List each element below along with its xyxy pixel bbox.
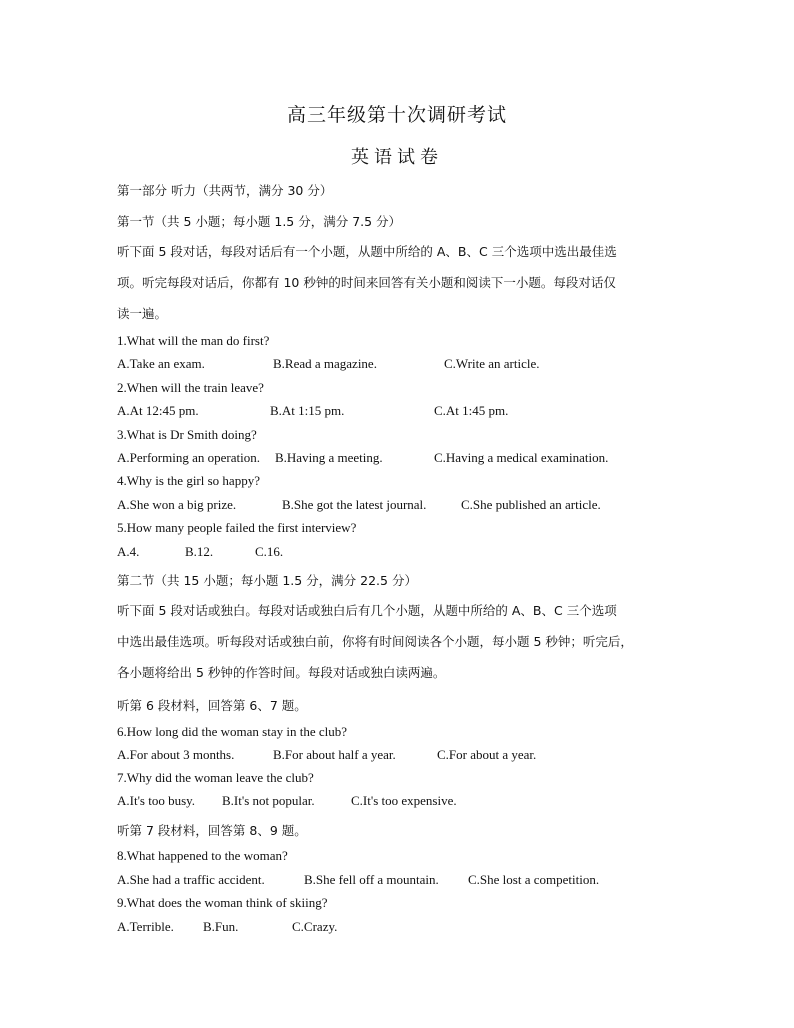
q3-option-c: C.Having a medical examination.: [434, 450, 609, 465]
section1-heading: 第一节（共 5 小题；每小题 1.5 分，满分 7.5 分）: [117, 214, 402, 229]
q8-option-b: B.She fell off a mountain.: [304, 872, 439, 887]
exam-title: 高三年级第十次调研考试: [286, 104, 507, 126]
q4-option-a: A.She won a big prize.: [117, 497, 237, 512]
instruction-line: 读一遍。: [117, 306, 168, 321]
q9-option-c: C.Crazy.: [292, 919, 338, 934]
material-7-heading: 听第 7 段材料，回答第 8、9 题。: [117, 823, 307, 838]
q8-option-a: A.She had a traffic accident.: [117, 872, 265, 887]
q6-option-b: B.For about half a year.: [273, 747, 396, 762]
q3-option-a: A.Performing an operation.: [117, 450, 260, 465]
q2-option-b: B.At 1:15 pm.: [270, 403, 345, 418]
q4-option-c: C.She published an article.: [461, 497, 601, 512]
part1-heading: 第一部分 听力（共两节，满分 30 分）: [117, 183, 333, 198]
q7-option-c: C.It's too expensive.: [351, 793, 457, 808]
q7-option-a: A.It's too busy.: [117, 793, 196, 808]
instruction-line: 各小题将给出 5 秒钟的作答时间。每段对话或独白读两遍。: [117, 665, 446, 680]
section2-instructions: [117, 595, 677, 688]
question-4: 4.Why is the girl so happy?: [117, 473, 260, 488]
question-1: 1.What will the man do first?: [117, 333, 270, 348]
q6-option-c: C.For about a year.: [437, 747, 537, 762]
q9-option-b: B.Fun.: [203, 919, 239, 934]
instruction-line: 中选出最佳选项。听每段对话或独白前，你将有时间阅读各个小题，每小题 5 秒钟；听完后，: [117, 634, 633, 649]
material-6-heading: 听第 6 段材料，回答第 6、7 题。: [117, 698, 307, 713]
question-3: 3.What is Dr Smith doing?: [117, 427, 257, 442]
q1-option-b: B.Read a magazine.: [273, 356, 377, 371]
q4-option-b: B.She got the latest journal.: [282, 497, 427, 512]
q2-option-c: C.At 1:45 pm.: [434, 403, 509, 418]
question-6: 6.How long did the woman stay in the club?: [117, 724, 347, 739]
q8-option-c: C.She lost a competition.: [468, 872, 600, 887]
instruction-line: 听下面 5 段对话，每段对话后有一个小题，从题中所给的 A、B、C 三个选项中选出最佳选: [117, 244, 617, 259]
instruction-line: 听下面 5 段对话或独白。每段对话或独白后有几个小题，从题中所给的 A、B、C 三个选项: [117, 603, 617, 618]
question-8: 8.What happened to the woman?: [117, 848, 288, 863]
q5-option-b: B.12.: [185, 544, 214, 559]
q6-option-a: A.For about 3 months.: [117, 747, 235, 762]
q5-option-a: A.4.: [117, 544, 140, 559]
section1-instructions: [117, 236, 677, 329]
q9-option-a: A.Terrible.: [117, 919, 174, 934]
exam-subtitle: 英语试卷: [351, 147, 443, 168]
question-7: 7.Why did the woman leave the club?: [117, 770, 314, 785]
q7-option-b: B.It's not popular.: [222, 793, 315, 808]
q3-option-b: B.Having a meeting.: [275, 450, 383, 465]
section2-heading: 第二节（共 15 小题；每小题 1.5 分，满分 22.5 分）: [117, 573, 417, 588]
q2-option-a: A.At 12:45 pm.: [117, 403, 199, 418]
instruction-line: 项。听完每段对话后，你都有 10 秒钟的时间来回答有关小题和阅读下一小题。每段对话仅: [117, 275, 616, 290]
q5-option-c: C.16.: [255, 544, 284, 559]
question-5: 5.How many people failed the first interview?: [117, 520, 357, 535]
q1-option-c: C.Write an article.: [444, 356, 540, 371]
question-2: 2.When will the train leave?: [117, 380, 264, 395]
question-9: 9.What does the woman think of skiing?: [117, 895, 328, 910]
q1-option-a: A.Take an exam.: [117, 356, 205, 371]
